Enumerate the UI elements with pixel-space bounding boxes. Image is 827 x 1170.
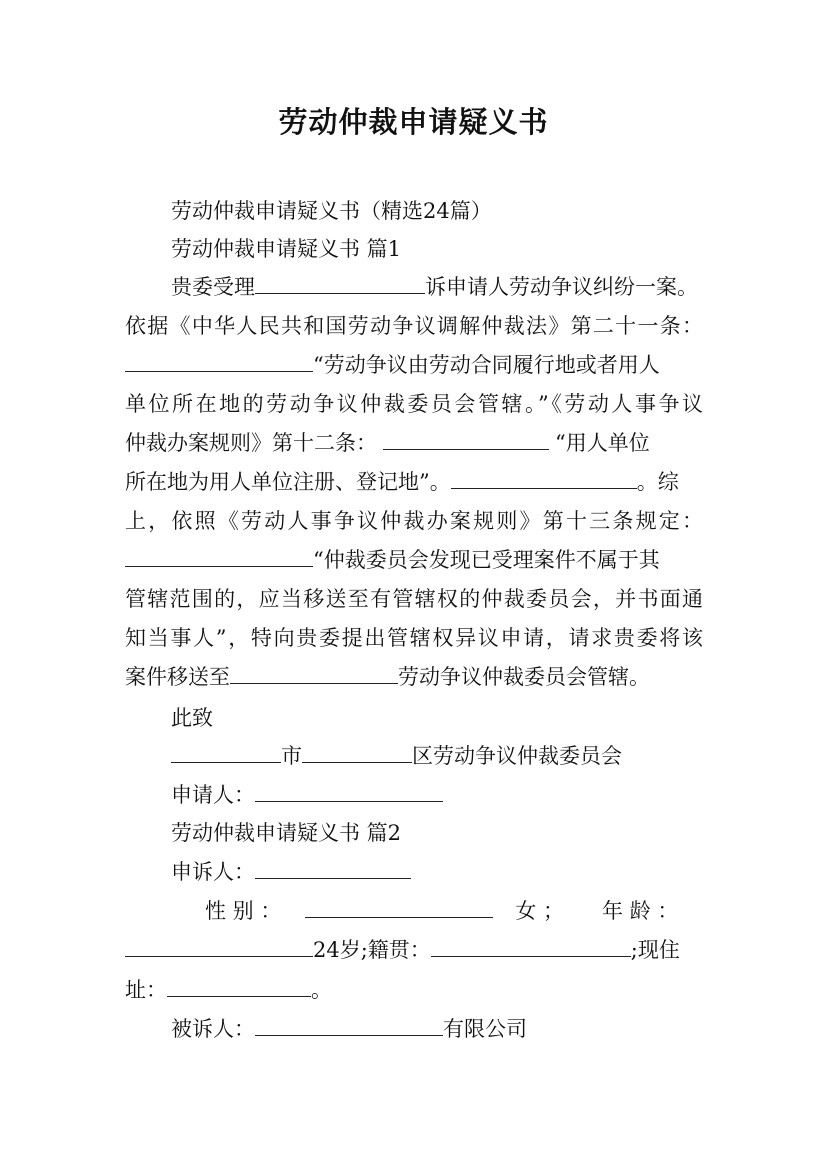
fill-blank bbox=[167, 976, 311, 997]
fill-blank bbox=[125, 546, 313, 567]
page-title: 劳动仲裁申请疑义书 bbox=[278, 105, 549, 139]
fill-blank bbox=[125, 351, 313, 372]
text-fragment: 案件移送至 bbox=[125, 665, 230, 689]
text-fragment: 劳动争议仲裁委员会管辖。 bbox=[398, 665, 650, 689]
text-fragment: 贵委受理 bbox=[171, 275, 255, 299]
text-fragment: 仲裁办案规则》第十二条： bbox=[125, 431, 377, 455]
address-line bbox=[125, 975, 332, 1005]
gender-value: 女 ； bbox=[515, 899, 565, 923]
paragraph-line: 依据《中华人民共和国劳动争议调解仲裁法》第二十一条： bbox=[125, 314, 703, 338]
age-value: 24岁;籍贯： bbox=[313, 938, 431, 962]
respondent-label: 被诉人： bbox=[171, 1017, 255, 1041]
respondent-line bbox=[171, 1014, 527, 1044]
text-fragment: 诉申请人劳动争议纠纷一案。 bbox=[425, 275, 698, 299]
fill-blank bbox=[255, 273, 425, 294]
fill-blank bbox=[383, 429, 549, 450]
text-fragment: “仲裁委员会发现已受理案件不属于其 bbox=[313, 548, 660, 572]
paragraph-line bbox=[171, 272, 698, 302]
fill-blank bbox=[451, 468, 637, 489]
text-fragment: 所在地为用人单位注册、登记地”。 bbox=[125, 470, 451, 494]
text-fragment: 。综 bbox=[636, 470, 679, 494]
section2-heading: 劳动仲裁申请疑义书 篇2 bbox=[171, 821, 402, 845]
text-fragment: 。 bbox=[311, 978, 332, 1002]
appellant-label: 申诉人： bbox=[171, 860, 255, 884]
section1-heading: 劳动仲裁申请疑义书 篇1 bbox=[171, 237, 402, 261]
fill-blank bbox=[230, 663, 398, 684]
fill-blank bbox=[171, 742, 281, 763]
fill-blank bbox=[125, 936, 313, 957]
address-label: ;现住 bbox=[630, 938, 680, 962]
applicant-label: 申请人： bbox=[171, 783, 255, 807]
text-fragment: 市 bbox=[281, 744, 302, 768]
gender-age-line bbox=[205, 896, 678, 926]
paragraph-line bbox=[125, 545, 660, 575]
paragraph-line: 管辖范围的，应当移送至有管辖权的仲裁委员会，并书面通 bbox=[125, 587, 703, 611]
paragraph-line: 上，依照《劳动人事争议仲裁办案规则》第十三条规定： bbox=[125, 509, 703, 533]
applicant-line bbox=[171, 780, 443, 810]
fill-blank bbox=[305, 897, 493, 918]
respondent-suffix: 有限公司 bbox=[443, 1017, 527, 1041]
document-subtitle: 劳动仲裁申请疑义书（精选24篇） bbox=[171, 199, 492, 223]
paragraph-line: 单位所在地的劳动争议仲裁委员会管辖。”《劳动人事争议 bbox=[125, 392, 703, 416]
appellant-line bbox=[171, 857, 411, 887]
address-label-cont: 址： bbox=[125, 978, 167, 1002]
paragraph-line bbox=[125, 467, 679, 497]
closing-salutation: 此致 bbox=[171, 706, 213, 730]
fill-blank bbox=[431, 936, 631, 957]
gender-label: 性 别 ： bbox=[205, 899, 282, 923]
text-fragment: 区劳动争议仲裁委员会 bbox=[412, 744, 622, 768]
paragraph-line bbox=[125, 350, 660, 380]
fill-blank bbox=[302, 742, 412, 763]
fill-blank bbox=[255, 858, 411, 879]
paragraph-line: 知当事人”，特向贵委提出管辖权异议申请，请求贵委将该 bbox=[125, 626, 703, 650]
addressee-line bbox=[171, 741, 622, 771]
paragraph-line bbox=[125, 662, 650, 692]
fill-blank bbox=[255, 781, 443, 802]
fill-blank bbox=[255, 1015, 443, 1036]
age-label: 年 龄 ： bbox=[602, 899, 679, 923]
text-fragment: “劳动争议由劳动合同履行地或者用人 bbox=[313, 353, 660, 377]
age-origin-line bbox=[125, 935, 680, 965]
paragraph-line bbox=[125, 428, 650, 458]
text-fragment: “用人单位 bbox=[555, 431, 650, 455]
